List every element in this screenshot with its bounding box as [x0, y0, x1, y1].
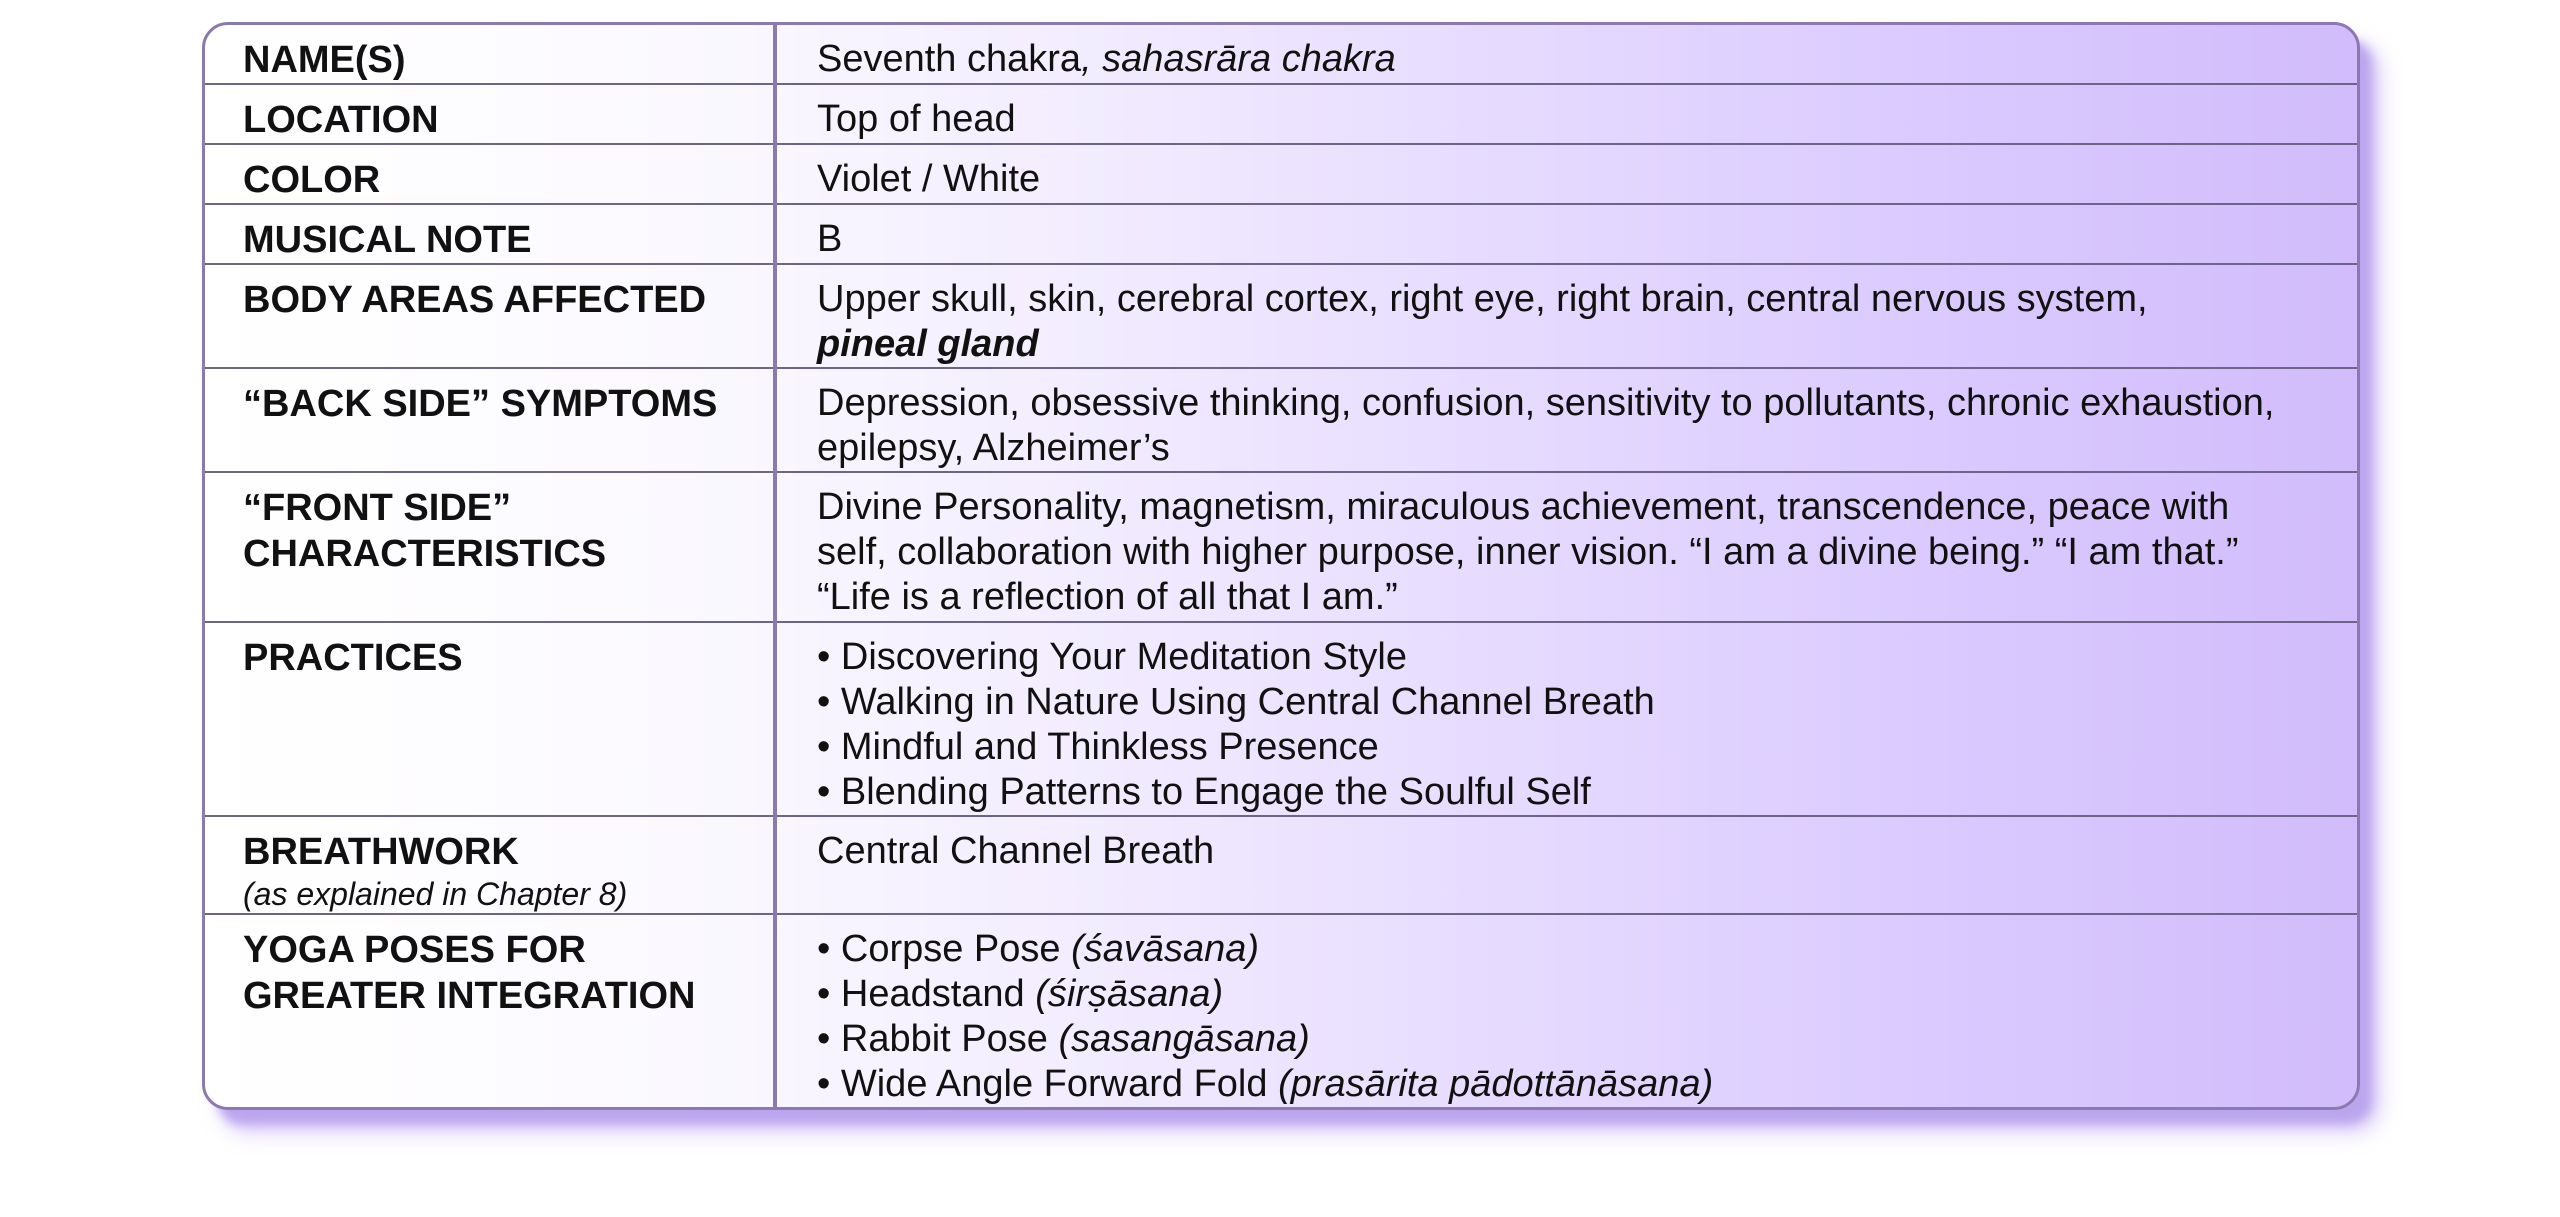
row-label-musical-note: MUSICAL NOTE	[205, 204, 775, 264]
row-label-yoga: YOGA POSES FOR GREATER INTEGRATION	[205, 914, 775, 1107]
row-value-location: Top of head	[775, 84, 2357, 144]
table-row-color	[205, 144, 2357, 204]
row-label-breathwork	[205, 816, 775, 914]
table-row-names	[205, 25, 2357, 84]
row-label-back-side: “BACK SIDE” SYMPTOMS	[205, 368, 775, 472]
breathwork-label: BREATHWORK	[243, 831, 519, 873]
pose-sanskrit: (śirṣāsana)	[1035, 973, 1224, 1015]
list-item	[817, 1062, 2357, 1107]
body-areas-pineal: pineal gland	[817, 323, 1039, 365]
list-item	[817, 1017, 2357, 1062]
table-row-back-side	[205, 368, 2357, 472]
pose-name: Headstand	[840, 973, 1036, 1015]
table-row-breathwork	[205, 816, 2357, 914]
row-value-names	[775, 25, 2357, 84]
pose-sanskrit: (prasārita pādottānāsana)	[1278, 1063, 1714, 1105]
pose-name: Corpse Pose	[840, 928, 1072, 970]
table-row-front-side	[205, 472, 2357, 622]
row-value-back-side: Depression, obsessive thinking, confusion, sensitivity to pollutants, chronic exhaustion, epilepsy, Alzheimer’s	[775, 368, 2357, 472]
list-item: • Blending Patterns to Engage the Soulful Self	[817, 770, 2357, 815]
practices-list	[817, 635, 2357, 815]
chakra-info-card	[202, 22, 2360, 1110]
row-value-front-side: Divine Personality, magnetism, miraculous achievement, transcendence, peace with self, collaboration with higher purpose, inner vision. “I am a divine being.” “I am that.” “Life is a reflection of all that I am.”	[775, 472, 2357, 622]
pose-name: Rabbit Pose	[840, 1018, 1059, 1060]
row-label-names: NAME(S)	[205, 25, 775, 84]
list-item	[817, 927, 2357, 972]
row-value-breathwork: Central Channel Breath	[775, 816, 2357, 914]
row-label-body-areas: BODY AREAS AFFECTED	[205, 264, 775, 368]
table-row-location	[205, 84, 2357, 144]
row-value-body-areas	[775, 264, 2357, 368]
names-value-sanskrit: , sahasrāra chakra	[1081, 38, 1396, 80]
row-label-front-side: “FRONT SIDE” CHARACTERISTICS	[205, 472, 775, 622]
row-value-color: Violet / White	[775, 144, 2357, 204]
row-value-practices	[775, 622, 2357, 816]
list-item: • Mindful and Thinkless Presence	[817, 725, 2357, 770]
table-row-musical-note	[205, 204, 2357, 264]
breathwork-sublabel: (as explained in Chapter 8)	[243, 876, 628, 912]
pose-sanskrit: (sasangāsana)	[1058, 1018, 1310, 1060]
names-value: Seventh chakra	[817, 38, 1082, 80]
row-label-color: COLOR	[205, 144, 775, 204]
row-value-yoga	[775, 914, 2357, 1107]
list-item	[817, 972, 2357, 1017]
pose-sanskrit: (śavāsana)	[1071, 928, 1260, 970]
table-row-yoga	[205, 914, 2357, 1107]
pose-name: Wide Angle Forward Fold	[840, 1063, 1279, 1105]
body-areas-value: Upper skull, skin, cerebral cortex, right eye, right brain, central nervous system,	[817, 278, 2148, 320]
list-item: • Walking in Nature Using Central Channel Breath	[817, 680, 2357, 725]
row-label-practices: PRACTICES	[205, 622, 775, 816]
list-item: • Discovering Your Meditation Style	[817, 635, 2357, 680]
row-value-musical-note: B	[775, 204, 2357, 264]
row-label-location: LOCATION	[205, 84, 775, 144]
table-row-practices	[205, 622, 2357, 816]
table-row-body-areas	[205, 264, 2357, 368]
chakra-table	[205, 25, 2357, 1107]
yoga-poses-list	[817, 927, 2357, 1107]
